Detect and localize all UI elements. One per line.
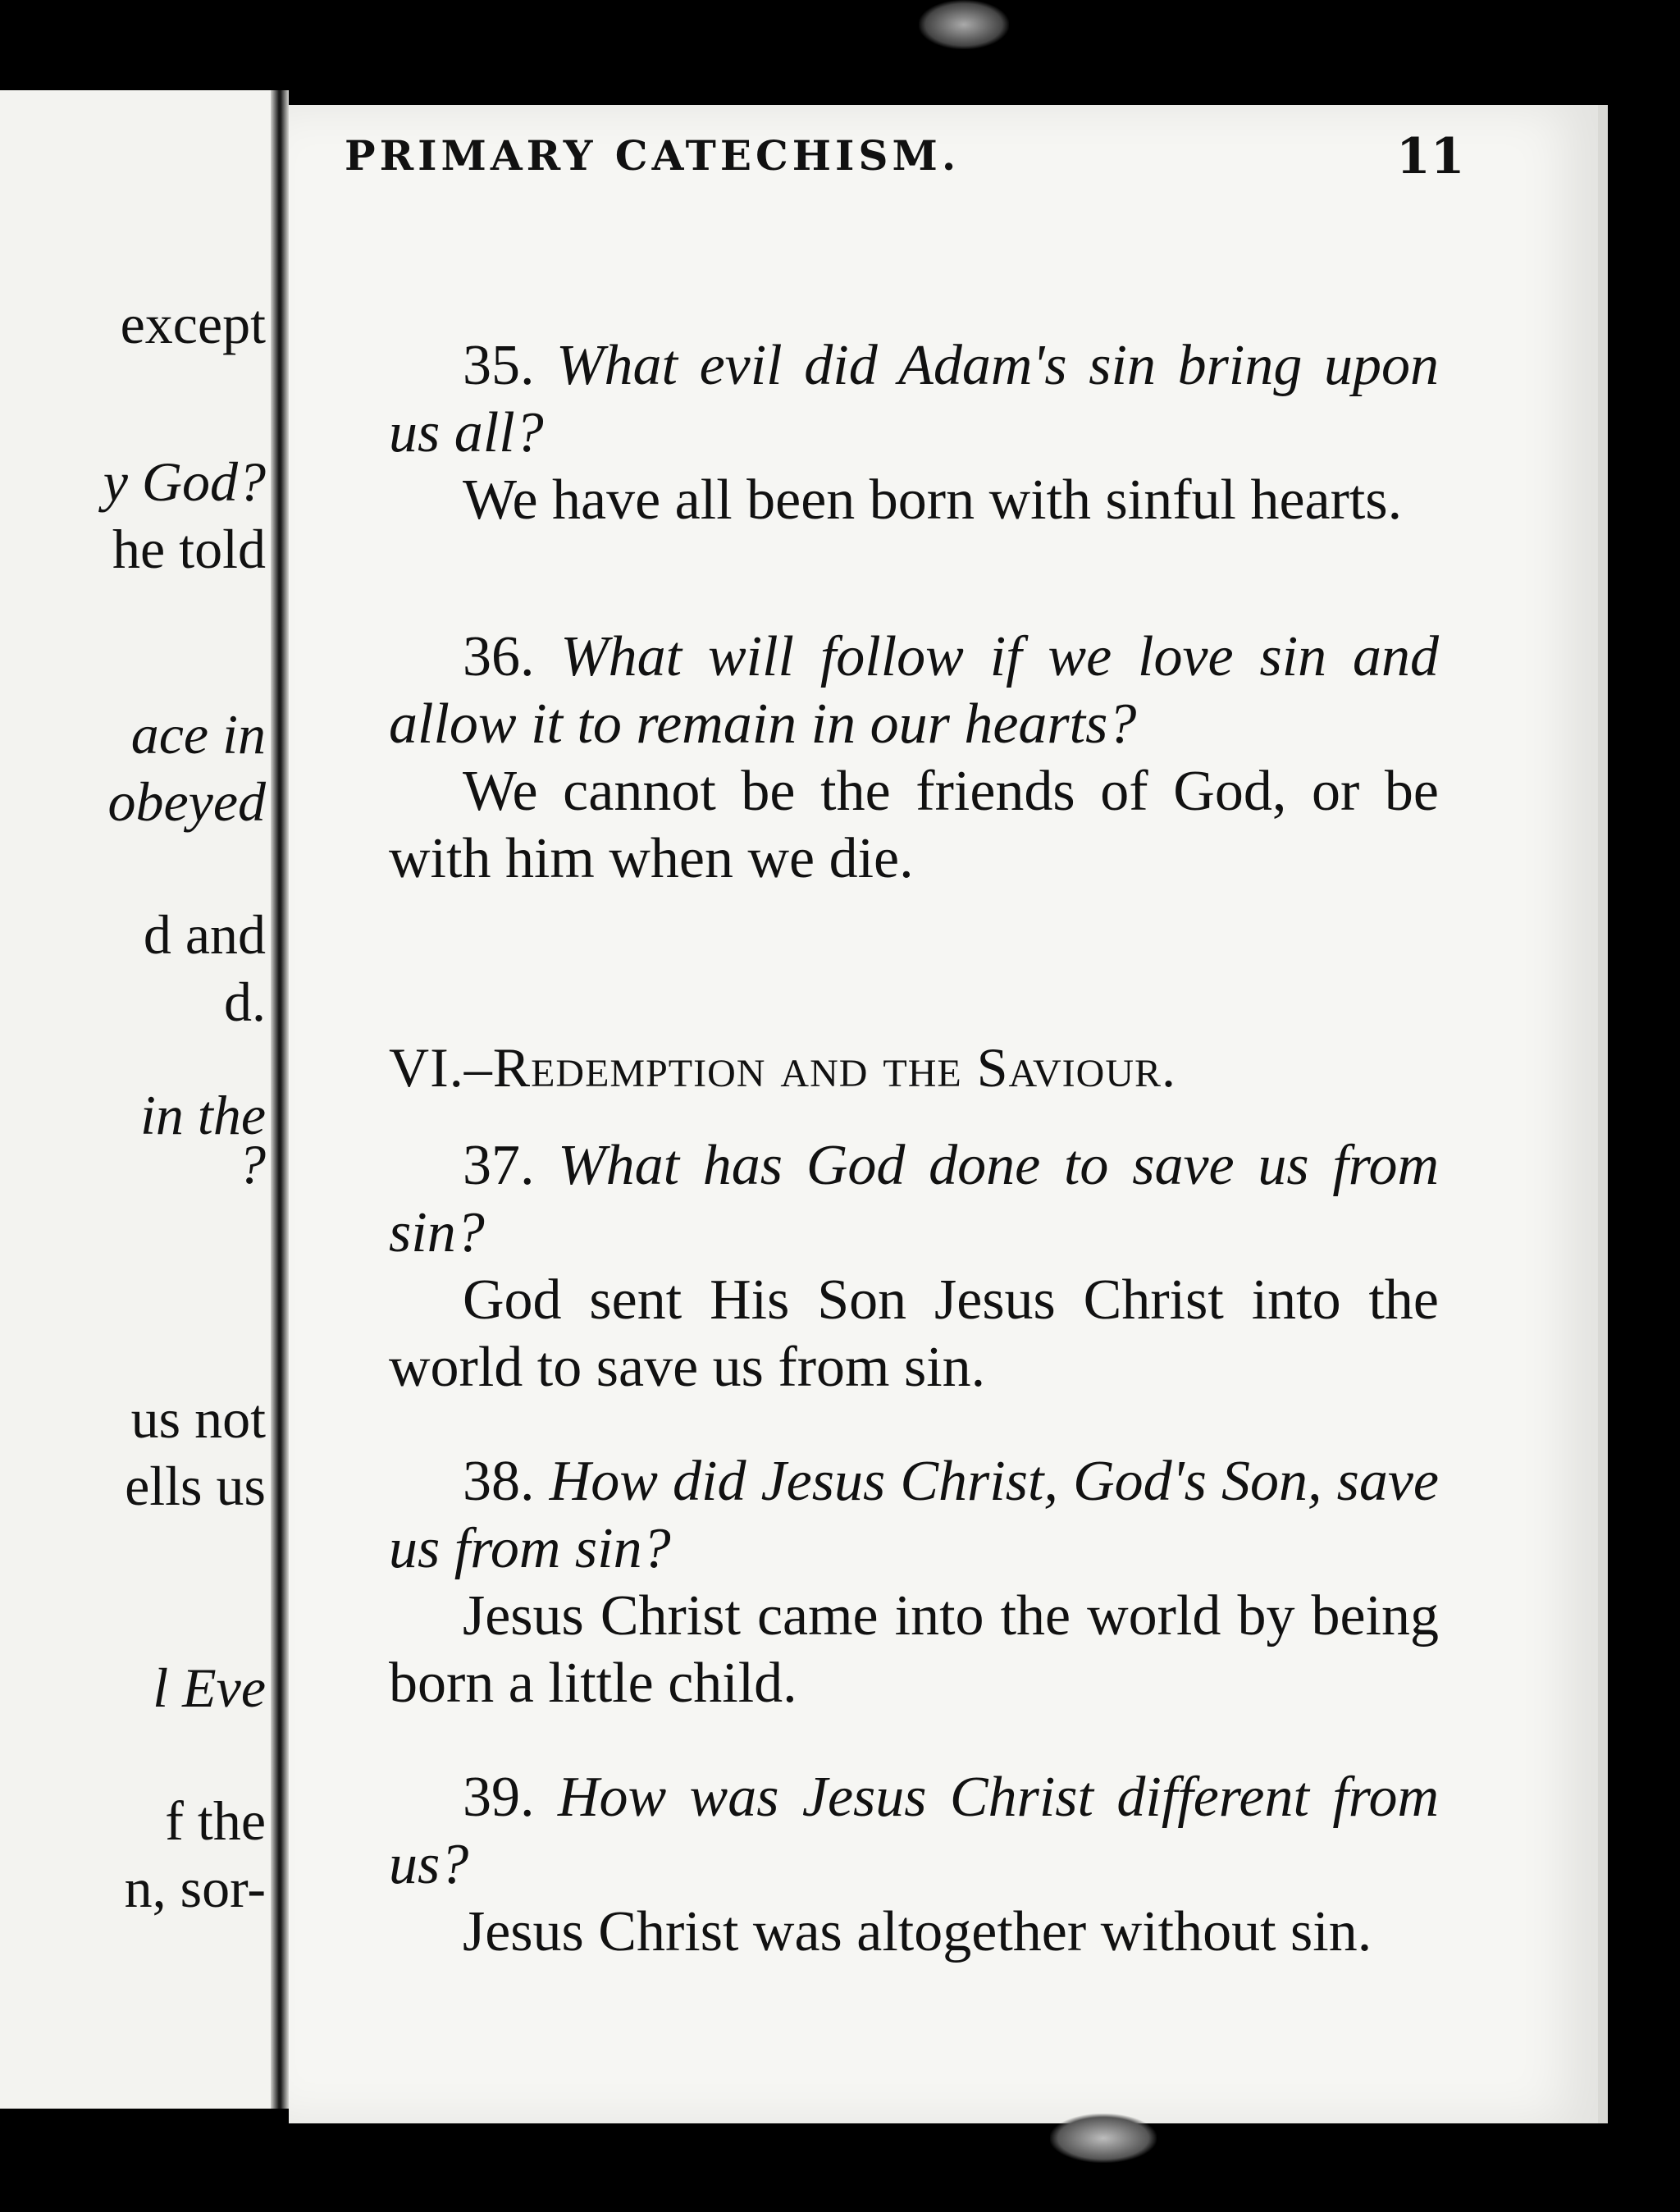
answer: We have all been born with sinful hearts. [463,468,1403,532]
question [389,1448,1439,1583]
question-number: 36. [463,625,535,688]
question-text: What will follow if we love sin and allow it to remain in our hearts? [389,625,1439,756]
answer: We cannot be the friends of God, or be with him when we die. [389,760,1439,890]
left-page-line: f the [165,1789,266,1852]
left-page-line: he told [112,518,266,580]
question-text: What evil did Adam's sin bring upon us all? [389,334,1440,464]
question-text: How was Jesus Christ different from us? [389,1766,1439,1896]
page-number: 11 [1396,128,1465,185]
answer: Jesus Christ was altogether without sin. [463,1900,1372,1963]
left-page-fragment [0,90,273,2109]
left-page-line: us not [130,1387,266,1450]
left-page-line: l Eve [153,1657,266,1719]
left-page-line: n, sor- [124,1857,266,1919]
answer: Jesus Christ came into the world by being born a little child. [389,1584,1439,1715]
left-page-line: d. [224,971,266,1033]
question [389,1132,1439,1267]
left-page-line: ? [238,1133,266,1195]
answer: God sent His Son Jesus Christ into the world to save us from sin. [389,1268,1439,1399]
paper-tear-bottom [1050,2114,1157,2163]
left-page-line: in the [140,1084,266,1146]
book-gutter [271,90,289,2109]
question [389,624,1439,758]
left-page-line: except [120,293,266,355]
left-page-line: y God? [103,450,266,513]
question [389,1764,1439,1899]
left-page-line: ells us [125,1455,266,1517]
running-head: PRIMARY CATECHISM. [345,131,961,180]
left-page-line: obeyed [107,770,266,833]
section-heading: VI.–Redemption and the Saviour. [389,1036,1177,1099]
question [389,332,1439,467]
left-page-line: d and [143,903,266,966]
question-text: How did Jesus Christ, God's Son, save us from sin? [389,1450,1439,1580]
question-text: What has God done to save us from sin? [389,1134,1440,1264]
catechism-content [389,0,1439,2212]
question-number: 38. [463,1450,535,1513]
question-block-38 [389,1448,1439,1717]
question-block-37 [389,1132,1439,1401]
question-number: 37. [463,1134,535,1197]
question-number: 35. [463,334,535,397]
question-block-36 [389,624,1439,893]
left-page-line: ace in [130,703,266,766]
question-number: 39. [463,1766,535,1829]
question-block-39 [389,1764,1439,1966]
question-block-35 [389,332,1439,534]
